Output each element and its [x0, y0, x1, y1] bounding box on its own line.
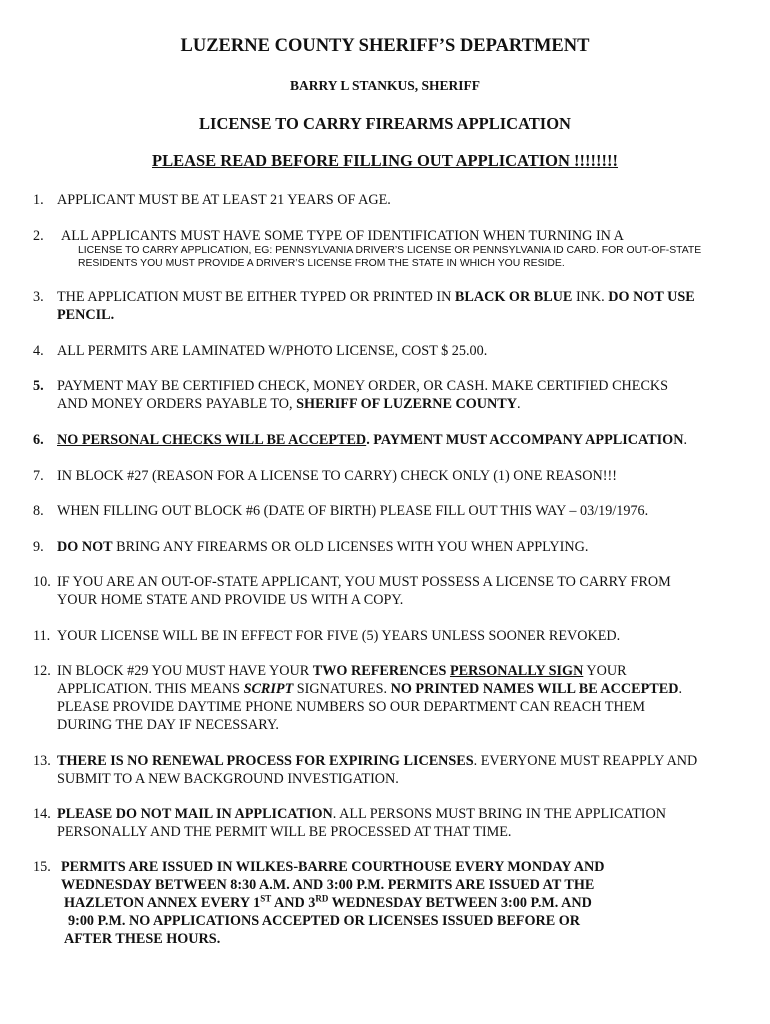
item-text-bold: PERMITS ARE ISSUED IN WILKES-BARRE COURTHOUSE EVERY MONDAY AND — [61, 859, 605, 875]
item-number: 2. — [33, 228, 44, 244]
item-text: . — [517, 396, 521, 412]
item-text: RESIDENTS YOU MUST PROVIDE A DRIVER’S LICENSE FROM THE STATE IN WHICH YOU RESIDE. — [78, 257, 565, 269]
read-notice: PLEASE READ BEFORE FILLING OUT APPLICATION !!!!!!!! — [151, 151, 618, 170]
item-number: 11. — [33, 628, 51, 644]
item-text: INK. — [572, 289, 609, 305]
form-title: LICENSE TO CARRY FIREARMS APPLICATION — [199, 114, 571, 133]
item-text: IN BLOCK #27 (REASON FOR A LICENSE TO CARRY) CHECK ONLY (1) ONE REASON!!! — [57, 468, 617, 484]
item-number: 12. — [33, 663, 51, 679]
item-text-bold: TWO REFERENCES — [312, 663, 450, 679]
item-text-bold: SHERIFF OF LUZERNE COUNTY — [296, 396, 517, 412]
ordinal-suffix: RD — [315, 893, 329, 904]
item-text: PLEASE PROVIDE DAYTIME PHONE NUMBERS SO OUR DEPARTMENT CAN REACH THEM — [57, 699, 645, 715]
ordinal-suffix: ST — [260, 893, 272, 904]
item-text: . ALL PERSONS MUST BRING IN THE APPLICATION — [332, 806, 666, 822]
department-title: LUZERNE COUNTY SHERIFF’S DEPARTMENT — [180, 36, 590, 56]
item-number: 7. — [33, 468, 44, 484]
item-text: . — [678, 681, 683, 697]
item-text: DURING THE DAY IF NECESSARY. — [57, 717, 279, 733]
item-text: PERSONALLY AND THE PERMIT WILL BE PROCESSED AT THAT TIME. — [57, 824, 512, 840]
item-number: 3. — [33, 289, 44, 305]
item-text: APPLICANT MUST BE AT LEAST 21 YEARS OF AGE. — [57, 192, 391, 208]
item-text-bold: WEDNESDAY BETWEEN 3:00 P.M. AND — [328, 895, 592, 911]
item-text: YOUR LICENSE WILL BE IN EFFECT FOR FIVE (5) YEARS UNLESS SOONER REVOKED. — [57, 628, 621, 644]
item-number: 6. — [33, 432, 44, 448]
item-text: YOUR HOME STATE AND PROVIDE US WITH A COPY. — [57, 592, 404, 608]
item-number: 15. — [33, 859, 51, 875]
item-text-bold: AND 3 — [271, 895, 316, 911]
item-text: IF YOU ARE AN OUT-OF-STATE APPLICANT, YOU MUST POSSESS A LICENSE TO CARRY FROM — [57, 574, 671, 590]
item-number: 5. — [33, 378, 44, 394]
sheriff-name: BARRY L STANKUS, SHERIFF — [289, 78, 481, 93]
item-text-bold: PLEASE DO NOT MAIL IN APPLICATION — [57, 806, 333, 822]
item-text-bold: NO PERSONAL CHECKS WILL BE ACCEPTED — [57, 432, 367, 448]
item-text-bold: BLACK OR BLUE — [454, 289, 573, 305]
item-text-bold: NO PRINTED NAMES WILL BE ACCEPTED — [390, 681, 679, 697]
item-text: . EVERYONE MUST REAPPLY AND — [473, 753, 698, 769]
item-number: 13. — [33, 753, 51, 769]
item-text: YOUR — [583, 663, 627, 679]
item-text-bold: DO NOT USE — [608, 289, 695, 305]
item-text: . — [683, 432, 687, 448]
item-text-bold: PENCIL. — [57, 307, 115, 323]
item-number: 8. — [33, 503, 44, 519]
item-text: ALL PERMITS ARE LAMINATED W/PHOTO LICENSE, COST $ 25.00. — [57, 343, 488, 359]
item-text: IN BLOCK #29 YOU MUST HAVE YOUR — [57, 663, 313, 679]
item-number: 1. — [33, 192, 44, 208]
item-number: 4. — [33, 343, 44, 359]
item-text-bold: PERSONALLY SIGN — [449, 663, 584, 679]
item-text-bold: 9:00 P.M. NO APPLICATIONS ACCEPTED OR LICENSES ISSUED BEFORE OR — [68, 913, 581, 929]
item-text: BRING ANY FIREARMS OR OLD LICENSES WITH YOU WHEN APPLYING. — [112, 539, 589, 555]
item-number: 14. — [33, 806, 51, 822]
item-text: SUBMIT TO A NEW BACKGROUND INVESTIGATION. — [57, 771, 399, 787]
item-text-bold: DO NOT — [57, 539, 113, 555]
item-text: THE APPLICATION MUST BE EITHER TYPED OR PRINTED IN — [57, 289, 455, 305]
item-text-bold: AFTER THESE HOURS. — [64, 931, 221, 947]
item-number: 10. — [33, 574, 51, 590]
item-text-emphasis: SCRIPT — [243, 681, 294, 697]
item-text: LICENSE TO CARRY APPLICATION, EG: PENNSYLVANIA DRIVER’S LICENSE OR PENNSYLVANIA ID CARD. FOR OUT-OF-STATE — [78, 245, 702, 256]
item-text: ALL APPLICANTS MUST HAVE SOME TYPE OF IDENTIFICATION WHEN TURNING IN A — [61, 228, 624, 244]
item-text-bold: . PAYMENT MUST ACCOMPANY APPLICATION — [366, 432, 684, 448]
item-text: APPLICATION. THIS MEANS — [57, 681, 244, 697]
item-text: SIGNATURES. — [293, 681, 391, 697]
item-text-bold: HAZLETON ANNEX EVERY 1 — [64, 895, 261, 911]
item-text: PAYMENT MAY BE CERTIFIED CHECK, MONEY ORDER, OR CASH. MAKE CERTIFIED CHECKS — [57, 378, 669, 394]
item-number: 9. — [33, 539, 44, 555]
item-text-bold: WEDNESDAY BETWEEN 8:30 A.M. AND 3:00 P.M. PERMITS ARE ISSUED AT THE — [61, 877, 595, 893]
item-text: AND MONEY ORDERS PAYABLE TO, — [57, 396, 297, 412]
item-text-bold: THERE IS NO RENEWAL PROCESS FOR EXPIRING LICENSES — [57, 753, 474, 769]
item-text: WHEN FILLING OUT BLOCK #6 (DATE OF BIRTH) PLEASE FILL OUT THIS WAY – 03/19/1976. — [57, 503, 649, 519]
